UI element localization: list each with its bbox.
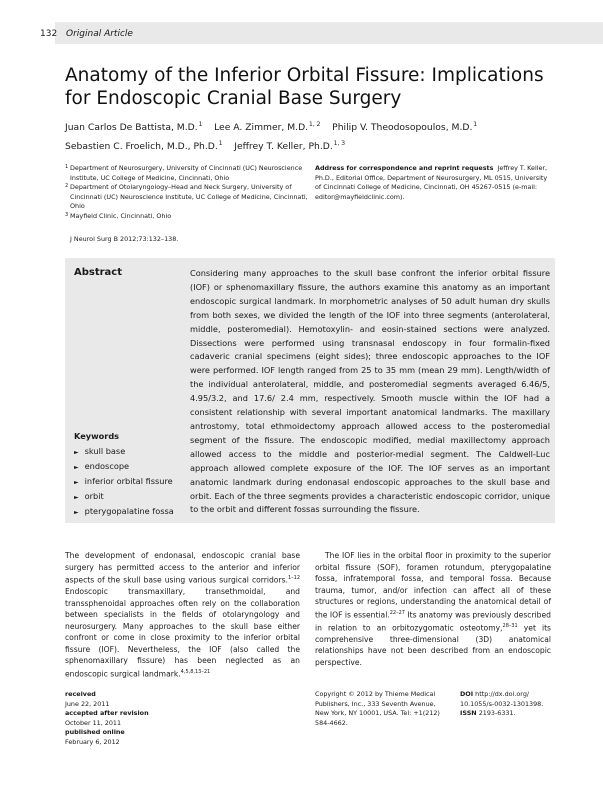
keywords-list xyxy=(74,445,174,520)
correspondence-label: Address for correspondence and reprint requests xyxy=(315,164,494,172)
copyright-notice: Copyright © 2012 by Thieme Medical Publishers, Inc., 333 Seventh Avenue, New York, NY 10001, USA. Tel: +1(212) 584-4662. xyxy=(315,690,440,727)
article-title: Anatomy of the Inferior Orbital Fissure: Implications for Endoscopic Cranial Base Surgery xyxy=(65,65,544,109)
author-affil: 1 xyxy=(473,121,478,128)
keyword-item: ► orbit xyxy=(74,490,174,505)
journal-citation: J Neurol Surg B 2012;73:132–138. xyxy=(70,235,179,243)
abstract-heading: Abstract xyxy=(74,267,123,278)
author-affil: 1 xyxy=(198,121,203,128)
author-name: Philip V. Theodosopoulos, M.D. xyxy=(332,122,473,134)
affiliation-item: 1 Department of Neurosurgery, University of Cincinnati (UC) Neuroscience Institute, UC College of Medicine, Cincinnati, Ohio xyxy=(65,164,303,182)
doi-issn: DOI http://dx.doi.org/ 10.1055/s-0032-1301398. ISSN 2193-6331. xyxy=(460,690,544,717)
author-name: Jeffrey T. Keller, Ph.D. xyxy=(234,141,333,153)
header-bar xyxy=(55,22,603,44)
author-affil: 1 xyxy=(218,140,223,148)
correspondence-text: Jeffrey T. Keller, Ph.D., Editorial Office, Department of Neurosurgery, ML 0515, University of Cincinnati College of Medicine, Cincinnati, OH 45267-0515 (e-mail: editor@mayfieldclinic.com). xyxy=(315,164,548,201)
keyword-item: ► pterygopalatine fossa xyxy=(74,505,174,520)
abstract-text: Considering many approaches to the skull base confront the inferior orbital fissure (IOF) or sphenomaxillary fissure, the authors examine this anatomy as an important endoscopic surgical landmark. In morphometric analyses of 50 adult human dry skulls from both sexes, we divided the length of the IOF into three segments (anterolateral, middle, posteromedial). Hemotoxylin- and eosin-stained sections were analyzed. Dissections were performed using transnasal endoscopy in four formalin-fixed cadaveric cranial specimens (eight sides); three endoscopic approaches to the IOF were performed. IOF length ranged from 25 to 35 mm (mean 29 mm). Length/width of the individual anterolateral, middle, and posteromedial segments averaged 6.46/5, 4.95/3.2, and 17.6/ 2.4 mm, respectively. Smooth muscle within the IOF had a consistent relationship with several important anatomical landmarks. The maxillary antrostomy, total ethmoidectomy approach allowed access to the posteromedial segment of the fissure. The endoscopic modified, medial maxillectomy approach allowed access to the middle and posterior-medial segment. The Caldwell-Luc approach allowed complete exposure of the IOF. The IOF serves as an important anatomic landmark during endonasal endoscopic approaches to the skull base and orbit. Each of the three segments provides a characteristic endoscopic corridor, unique to the orbit and different fossas surrounding the fissure. xyxy=(190,268,550,515)
body-column-left: The development of endonasal, endoscopic cranial base surgery has permitted access to the anterior and inferior aspects of the skull base using various surgical corridors.$^{1-12}$ Endoscopic transmaxillary, transethmoidal, and transsphenoidal approaches often rely on the collaboration between specialists in the fields of otolaryngology and neurosurgery. Many approaches to the skull base either confront or come in close proximity to the inferior orbital fissure (IOF). Nevertheless, the IOF (also called the sphenomaxillary fissure) has been neglected as an endoscopic surgical landmark.$^{4,5,8,13-21}$ xyxy=(65,551,300,679)
keyword-item: ► skull base xyxy=(74,445,174,460)
keyword-item: ► endoscope xyxy=(74,460,174,475)
keywords-heading: Keywords xyxy=(74,431,120,441)
article-dates: received June 22, 2011 accepted after revision October 11, 2011 published online February 6, 2012 xyxy=(65,690,149,746)
affiliations xyxy=(65,164,310,222)
affiliation-item: 3 Mayfield Clinic, Cincinnati, Ohio xyxy=(65,211,172,220)
affiliation-item: 2 Department of Otolaryngology–Head and Neck Surgery, University of Cincinnati (UC) Neuroscience Institute, UC College of Medicine, Cincinnati, Ohio xyxy=(65,183,308,211)
author-name: Sebastien C. Froelich, M.D., Ph.D. xyxy=(65,141,218,153)
author-affil: 1, 3 xyxy=(333,140,346,148)
section-label: Original Article xyxy=(66,29,133,39)
author-affil: 1, 2 xyxy=(309,121,321,128)
keyword-item: ► inferior orbital fissure xyxy=(74,475,174,490)
doi-link[interactable]: http://dx.doi.org/ 10.1055/s-0032-1301398. xyxy=(460,690,544,708)
author-list xyxy=(65,117,545,155)
author-name: Juan Carlos De Battista, M.D. xyxy=(65,122,198,134)
correspondence xyxy=(315,164,555,202)
author-name: Lee A. Zimmer, M.D. xyxy=(214,122,309,134)
body-column-right: The IOF lies in the orbital floor in proximity to the superior orbital fissure (SOF), foramen rotundum, pterygopalatine fossa, infratemporal fossa, and temporal fossa. Because trauma, tumor, and/or infection can affect all of these structures or regions, understanding the anatomical detail of the IOF is essential.$^{22-27}$ Its anatomy was previously described in relation to an orbitozygomatic osteotomy,$^{28-31}$ yet its comprehensive three-dimensional (3D) anatomical relationships have not been described from an endoscopic perspective. xyxy=(315,551,551,667)
page-number: 132 xyxy=(40,29,58,39)
